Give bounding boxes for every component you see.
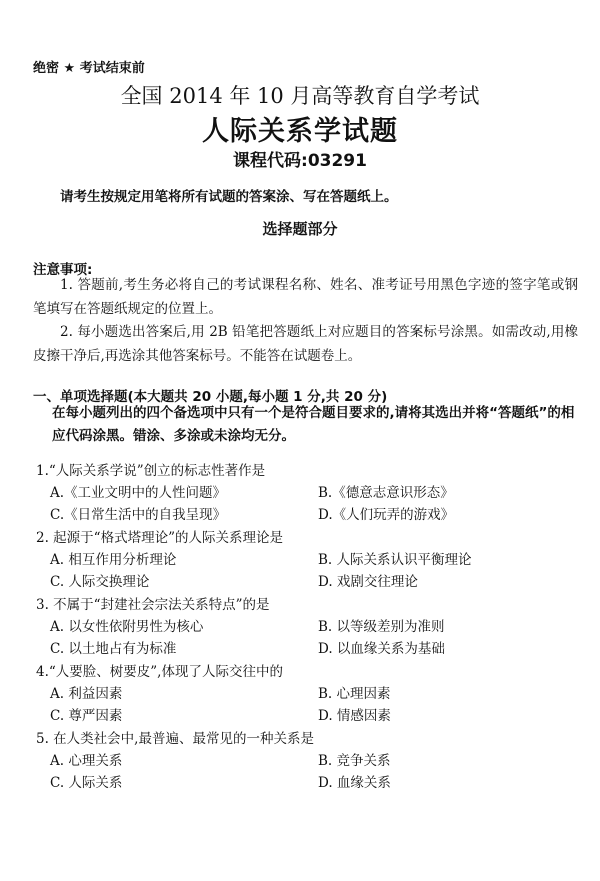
option-row xyxy=(36,571,586,593)
question xyxy=(36,594,586,660)
option-row xyxy=(36,482,586,504)
option-row xyxy=(36,750,586,772)
question-stem: 2. 起源于“格式塔理论”的人际关系理论是 xyxy=(36,530,283,546)
option-row xyxy=(36,504,586,526)
course-code: 课程代码:03291 xyxy=(233,151,367,171)
question-stem: 4.“人要脸、树要皮”,体现了人际交往中的 xyxy=(36,664,283,680)
option-row xyxy=(36,705,586,727)
subject-title: 人际关系学试题 xyxy=(202,116,398,147)
question-list xyxy=(36,460,586,794)
exam-title: 全国 2014 年 10 月高等教育自学考试 xyxy=(120,84,480,108)
option-row xyxy=(36,683,586,705)
option-a: A. 心理关系 xyxy=(50,753,123,769)
option-a: A. 利益因素 xyxy=(50,686,123,702)
secret-label: 绝密 ★ 考试结束前 xyxy=(33,61,145,76)
option-a: A.《工业文明中的人性问题》 xyxy=(50,485,227,501)
question xyxy=(36,728,586,794)
section-heading: 选择题部分 xyxy=(262,220,338,238)
question xyxy=(36,527,586,593)
option-row xyxy=(36,638,586,660)
option-row xyxy=(36,772,586,794)
part-description: 在每小题列出的四个备选项中只有一个是符合题目要求的,请将其选出并将“答题纸”的相应代码涂黑。错涂、多涂或未涂均无分。 xyxy=(52,405,575,444)
option-c: C.《日常生活中的自我呈现》 xyxy=(50,507,227,523)
option-d: D. 戏剧交往理论 xyxy=(318,574,418,590)
question-stem: 5. 在人类社会中,最普遍、最常见的一种关系是 xyxy=(36,731,314,747)
note-item: 2. 每小题选出答案后,用 2B 铅笔把答题纸上对应题目的答案标号涂黑。如需改动,用橡皮擦干净后,再选涂其他答案标号。不能答在试题卷上。 xyxy=(33,324,578,364)
option-b: B. 竞争关系 xyxy=(318,753,391,769)
option-b: B. 以等级差别为准则 xyxy=(318,619,445,635)
question xyxy=(36,460,586,526)
note-item: 1. 答题前,考生务必将自己的考试课程名称、姓名、准考证号用黑色字迹的签字笔或钢笔填写在答题纸规定的位置上。 xyxy=(33,277,578,317)
option-d: D.《人们玩弄的游戏》 xyxy=(318,507,455,523)
option-d: D. 以血缘关系为基础 xyxy=(318,641,445,657)
option-b: B. 心理因素 xyxy=(318,686,391,702)
part-heading: 一、单项选择题(本大题共 20 小题,每小题 1 分,共 20 分) xyxy=(33,389,388,405)
option-b: B. 人际关系认识平衡理论 xyxy=(318,552,472,568)
option-d: D. 血缘关系 xyxy=(318,775,391,791)
option-row xyxy=(36,549,586,571)
answer-instruction: 请考生按规定用笔将所有试题的答案涂、写在答题纸上。 xyxy=(60,189,398,205)
option-row xyxy=(36,616,586,638)
option-a: A. 以女性依附男性为核心 xyxy=(50,619,204,635)
option-c: C. 尊严因素 xyxy=(50,708,123,724)
option-b: B.《德意志意识形态》 xyxy=(318,485,454,501)
notes-heading: 注意事项: xyxy=(33,262,93,278)
option-c: C. 人际交换理论 xyxy=(50,574,150,590)
question xyxy=(36,661,586,727)
option-c: C. 人际关系 xyxy=(50,775,123,791)
option-d: D. 情感因素 xyxy=(318,708,391,724)
option-a: A. 相互作用分析理论 xyxy=(50,552,177,568)
question-stem: 1.“人际关系学说”创立的标志性著作是 xyxy=(36,463,266,479)
question-stem: 3. 不属于“封建社会宗法关系特点”的是 xyxy=(36,597,270,613)
option-c: C. 以土地占有为标准 xyxy=(50,641,177,657)
